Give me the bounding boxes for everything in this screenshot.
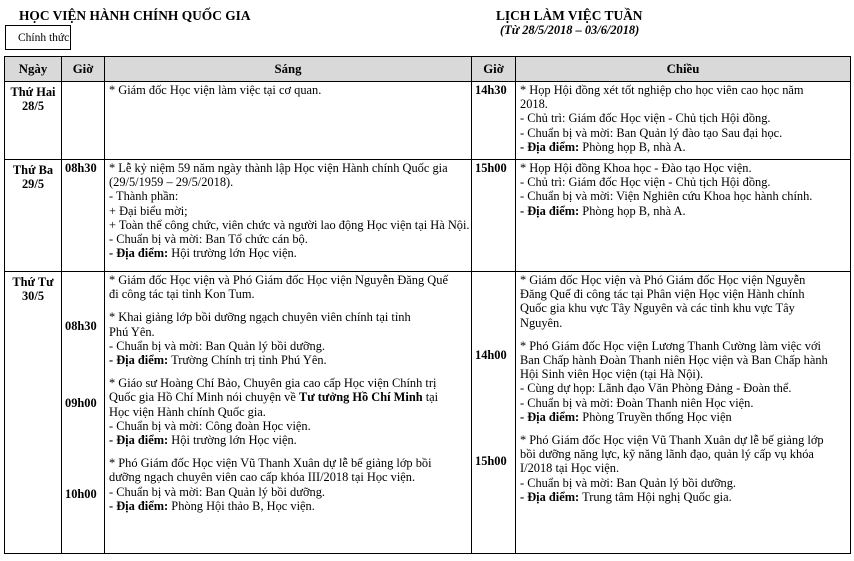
event-line: + Đại biểu mời; <box>109 203 188 218</box>
event-location <box>109 433 467 447</box>
event-line: - Chủ trì: Giám đốc Học viện - Chủ tịch Hội đồng. <box>520 111 771 126</box>
event-time: 09h00 <box>65 396 97 410</box>
event-line: + Toàn thể công chức, viên chức và người lao động Học viện tại Hà Nội. <box>109 217 470 232</box>
event-location <box>520 140 846 154</box>
event-line: bồi dưỡng năng lực, kỹ năng lãnh đạo, quản lý cấp vụ khóa <box>520 447 814 462</box>
event-line: Ban Chấp hành Đoàn Thanh niên Học viện và Ban Chấp hành <box>520 353 828 368</box>
event-line: đi công tác tại tỉnh Kon Tum. <box>109 287 255 302</box>
event-location <box>109 353 467 367</box>
event-location <box>109 499 467 513</box>
afternoon-time-cell <box>472 82 516 160</box>
column-header-afternoon: Chiều <box>516 57 851 82</box>
day-date: 30/5 <box>21 289 45 304</box>
afternoon-cell <box>516 82 851 160</box>
afternoon-cell <box>516 160 851 272</box>
event-line <box>109 390 467 404</box>
location-value: Hội trường lớn Học viện. <box>168 246 297 261</box>
event-line: * Họp Hội đồng xét tốt nghiệp cho học viên cao học năm <box>520 83 804 97</box>
event-line: Đăng Quế đi công tác tại Phân viện Học viện Hành chính <box>520 287 805 302</box>
location-value: Trường Chính trị tỉnh Phú Yên. <box>168 353 327 368</box>
morning-cell <box>105 160 472 272</box>
event-line: - Chuẩn bị và mời: Ban Quản lý đào tạo Sau đại học. <box>520 125 783 140</box>
location-value: Phòng Hội thảo B, Học viện. <box>168 498 315 513</box>
afternoon-time-cell <box>472 160 516 272</box>
event-line: Quốc gia khu vực Tây Nguyên và các tỉnh khu vực Tây <box>520 301 795 316</box>
table-header-row <box>5 57 851 82</box>
location-label: - Địa điểm: <box>520 409 580 424</box>
event-time: 15h00 <box>475 161 507 175</box>
table-row <box>5 272 851 554</box>
event-line: * Phó Giám đốc Học viện Lương Thanh Cường làm việc với <box>520 338 821 353</box>
event-line: * Lễ kỷ niệm 59 năm ngày thành lập Học viện Hành chính Quốc gia <box>109 161 448 175</box>
event-line: * Phó Giám đốc Học viện Vũ Thanh Xuân dự lễ bế giảng lớp <box>520 433 824 448</box>
morning-cell <box>105 82 472 160</box>
event-line: - Chuẩn bị và mời: Ban Tổ chức cán bộ. <box>109 232 308 247</box>
day-name: Thứ Ba <box>12 163 54 177</box>
organization-name: HỌC VIỆN HÀNH CHÍNH QUỐC GIA <box>19 8 251 23</box>
day-date: 29/5 <box>21 177 45 192</box>
location-value: Trung tâm Hội nghị Quốc gia. <box>579 489 732 504</box>
location-value: Hội trường lớn Học viện. <box>168 433 297 448</box>
location-label: - Địa điểm: <box>109 353 169 368</box>
event-line: - Thành phần: <box>109 189 179 204</box>
event-line: I/2018 tại Học viện. <box>520 461 620 476</box>
official-status-badge: Chính thức <box>5 25 71 50</box>
event-topic: Tư tưởng Hồ Chí Minh <box>298 390 423 405</box>
event-line: Hội Sinh viên Học viện (tại Hà Nội). <box>520 367 704 382</box>
event-line: Nguyên. <box>520 315 563 330</box>
location-value: Phòng họp B, nhà A. <box>579 203 686 218</box>
table-row <box>5 82 851 160</box>
morning-time-cell <box>62 160 105 272</box>
morning-time-cell <box>62 272 105 554</box>
event-line: 2018. <box>520 97 548 112</box>
event-line: dưỡng ngạch chuyên viên cao cấp khóa III/2018 tại Học viện. <box>109 470 416 485</box>
location-value: Phòng họp B, nhà A. <box>579 139 686 154</box>
day-date: 28/5 <box>21 99 45 114</box>
event-time: 14h30 <box>475 83 507 97</box>
location-label: - Địa điểm: <box>109 498 169 513</box>
event-time: 14h00 <box>475 348 507 362</box>
event-line: (29/5/1959 – 29/5/2018). <box>109 175 234 190</box>
event-line: * Giám đốc Học viện và Phó Giám đốc Học viện Nguyễn <box>520 273 806 287</box>
morning-time-cell <box>62 82 105 160</box>
event-line: - Cùng dự họp: Lãnh đạo Văn Phòng Đảng - Đoàn thể. <box>520 381 792 396</box>
event-location <box>520 410 846 424</box>
schedule-title: LỊCH LÀM VIỆC TUẦN <box>496 8 643 23</box>
column-header-day: Ngày <box>5 57 62 82</box>
event-line: Học viện Hành chính Quốc gia. <box>109 404 266 419</box>
location-label: - Địa điểm: <box>109 246 169 261</box>
morning-cell <box>105 272 472 554</box>
location-label: - Địa điểm: <box>109 433 169 448</box>
location-value: Phòng Truyền thống Học viện <box>579 409 732 424</box>
event-line: * Khai giảng lớp bồi dưỡng ngạch chuyên viên chính tại tỉnh <box>109 310 411 325</box>
event-time: 15h00 <box>475 454 507 468</box>
event-location <box>109 246 467 260</box>
event-line: - Chuẩn bị và mời: Ban Quản lý bồi dưỡng. <box>520 475 736 490</box>
event-line: - Chuẩn bị và mời: Viện Nghiên cứu Khoa học hành chính. <box>520 189 813 204</box>
event-line: * Họp Hội đồng Khoa học - Đào tạo Học viện. <box>520 161 752 175</box>
event-line: - Chủ trì: Giám đốc Học viện - Chủ tịch Hội đồng. <box>520 175 771 190</box>
event-line: Phú Yên. <box>109 324 155 339</box>
event-line: - Chuẩn bị và mời: Ban Quản lý bồi dưỡng. <box>109 338 325 353</box>
column-header-morning: Sáng <box>105 57 472 82</box>
event-text: tại <box>422 390 439 405</box>
day-cell <box>5 272 62 554</box>
event-time: 08h30 <box>65 161 97 175</box>
location-label: - Địa điểm: <box>520 489 580 504</box>
table-row <box>5 160 851 272</box>
afternoon-time-cell <box>472 272 516 554</box>
event-time: 08h30 <box>65 319 97 333</box>
event-line: * Giám đốc Học viện và Phó Giám đốc Học viện Nguyễn Đăng Quế <box>109 273 448 287</box>
day-cell <box>5 82 62 160</box>
event-line: - Chuẩn bị và mời: Đoàn Thanh niên Học viện. <box>520 395 754 410</box>
afternoon-cell <box>516 272 851 554</box>
day-name: Thứ Hai <box>10 85 56 99</box>
event-line: - Chuẩn bị và mời: Ban Quản lý bồi dưỡng. <box>109 484 325 499</box>
event-line: * Giám đốc Học viện làm việc tại cơ quan. <box>109 83 322 97</box>
day-name: Thứ Tư <box>12 275 54 289</box>
location-label: - Địa điểm: <box>520 139 580 154</box>
column-header-time-afternoon: Giờ <box>472 57 516 82</box>
location-label: - Địa điểm: <box>520 203 580 218</box>
event-line: - Chuẩn bị và mời: Công đoàn Học viện. <box>109 418 311 433</box>
event-location <box>520 490 846 504</box>
event-time: 10h00 <box>65 487 97 501</box>
event-line: * Giáo sư Hoàng Chí Bảo, Chuyên gia cao cấp Học viện Chính trị <box>109 376 437 391</box>
event-text: Quốc gia Hồ Chí Minh nói chuyện về <box>109 390 299 405</box>
weekly-schedule-table <box>4 56 851 554</box>
schedule-date-range: (Từ 28/5/2018 – 03/6/2018) <box>500 23 640 37</box>
day-cell <box>5 160 62 272</box>
column-header-time-morning: Giờ <box>62 57 105 82</box>
event-location <box>520 204 846 218</box>
event-line: * Phó Giám đốc Học viện Vũ Thanh Xuân dự lễ bế giảng lớp bồi <box>109 456 432 471</box>
